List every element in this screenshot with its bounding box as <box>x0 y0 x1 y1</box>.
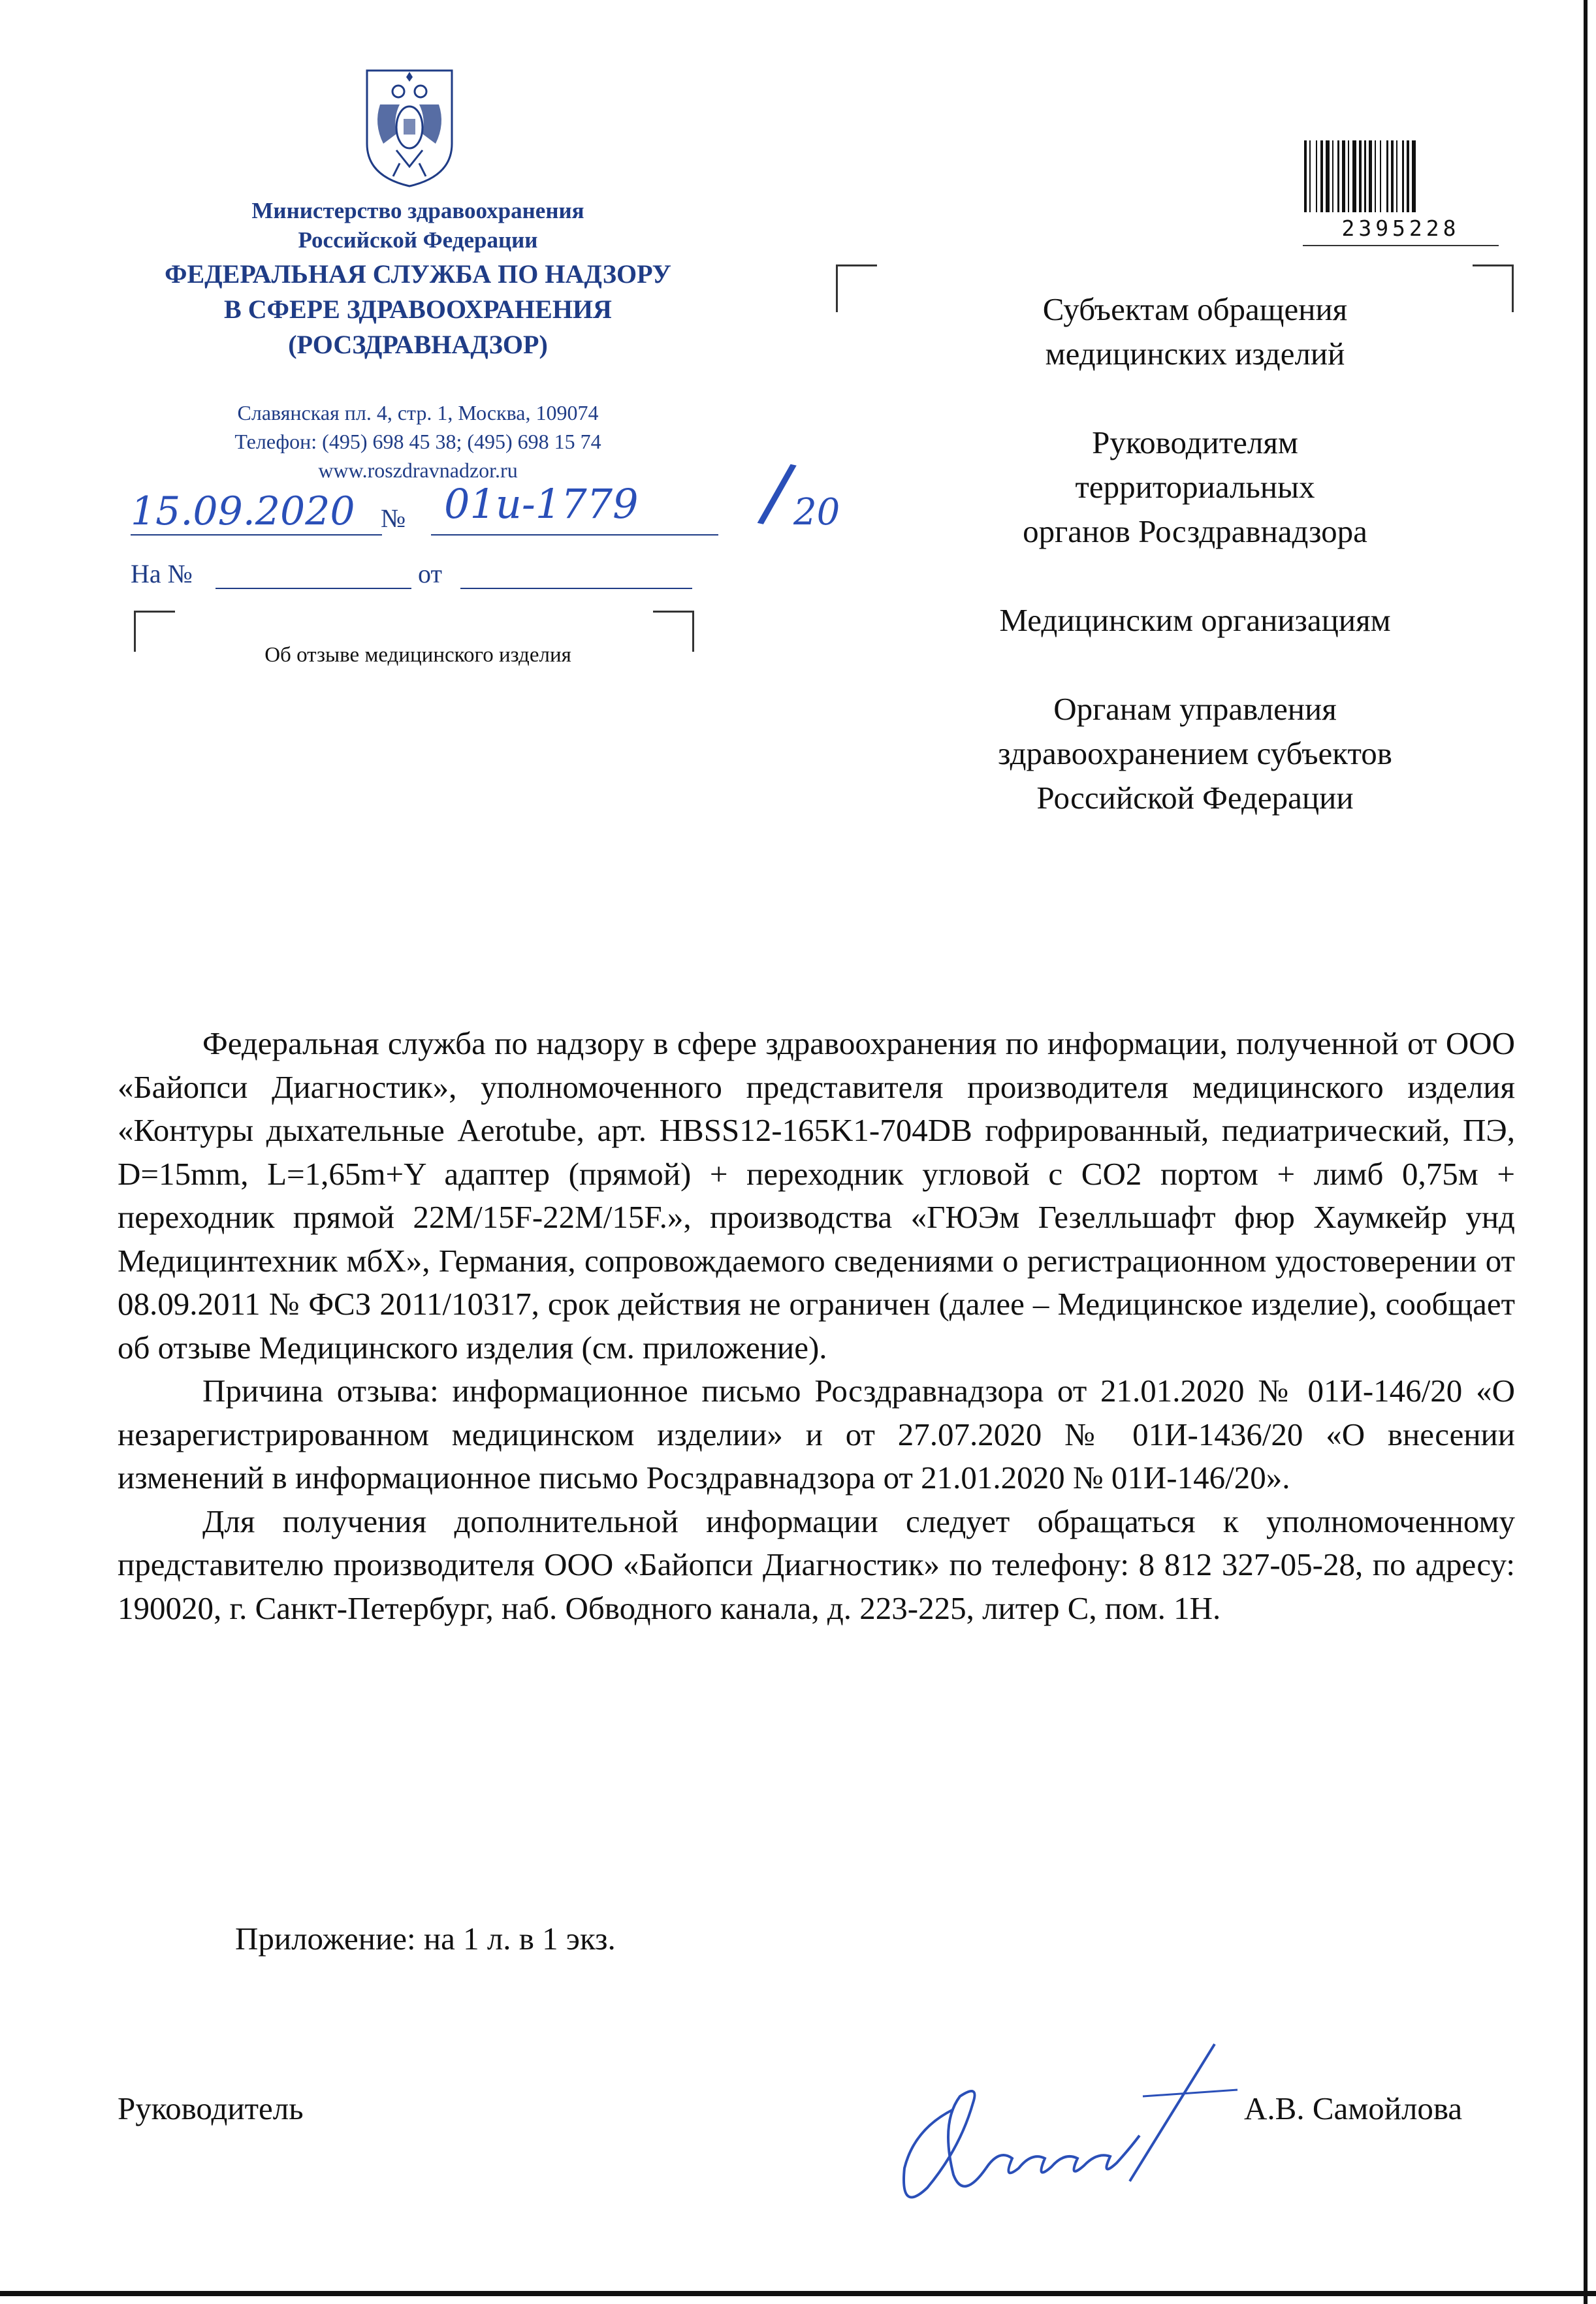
barcode-bar <box>1380 140 1381 212</box>
recipient-line: Субъектам обращения <box>1042 291 1348 327</box>
service-line-2: В СФЕРЕ ЗДРАВООХРАНЕНИЯ <box>224 295 612 324</box>
recipient-line: Российской Федерации <box>1036 780 1354 816</box>
barcode <box>1303 140 1499 212</box>
barcode-bar <box>1332 140 1333 212</box>
body-paragraph-1: Федеральная служба по надзору в сфере здравоохранения по информации, полученной от ООО «Байопси Диагностик», уполномоченного представителя производителя медицинского изделия «Контуры дыхательные Aerotube, арт. HBSS12-165K1-704DB гофрированный, педиатрический, ПЭ, D=15mm, L=1,65m+Y адаптер (прямой) + переходник угловой с СО2 портом + лимб 0,75м + переходник прямой 22М/15F-22M/15F.», производства «ГЮЭм Гезелльшафт фюр Хаумкейр унд Медицинтехник мбХ», Германия, сопровождаемого сведениями о регистрационном удостоверении от 08.09.2011 № ФСЗ 2011/10317, срок действия не ограничен (далее – Медицинское изделие), сообщает об отзыве Медицинского изделия (см. приложение). <box>118 1025 1515 1366</box>
attachment-note: Приложение: на 1 л. в 1 экз. <box>235 1921 616 1957</box>
ministry-name <box>131 196 705 255</box>
barcode-underline <box>1303 245 1499 246</box>
body-paragraph-2: Причина отзыва: информационное письмо Росздравнадзора от 21.01.2020 № 01И-146/20 «О незарегистрированном медицинском изделии» и от 27.07.2020 № 01И-1436/20 «О внесении изменений в информационное письмо Росздравнадзора от 21.01.2020 № 01И-146/20». <box>118 1373 1515 1496</box>
recipient-line: органов Росздравнадзора <box>1023 513 1367 549</box>
recipients-block <box>901 287 1489 865</box>
barcode-bar <box>1407 140 1409 212</box>
barcode-bar <box>1352 140 1356 212</box>
signer-name: А.В. Самойлова <box>1244 2090 1463 2126</box>
coat-of-arms-emblem <box>360 65 458 189</box>
ministry-line-2: Российской Федерации <box>298 227 538 253</box>
contact-info <box>131 398 705 485</box>
reply-to-label: На № <box>131 559 193 588</box>
website: www.roszdravnadzor.ru <box>318 458 518 482</box>
from-label: от <box>418 559 442 588</box>
service-line-1: ФЕДЕРАЛЬНАЯ СЛУЖБА ПО НАДЗОРУ <box>165 259 671 289</box>
barcode-bar <box>1316 140 1317 212</box>
recipient-group <box>901 421 1489 554</box>
date-underline <box>131 534 382 536</box>
barcode-bar <box>1402 140 1404 212</box>
from-underline <box>460 588 692 589</box>
service-name <box>104 257 731 362</box>
handwritten-year-suffix: 20 <box>793 491 840 534</box>
signer-position: Руководитель <box>118 2090 304 2126</box>
barcode-bar <box>1412 140 1416 212</box>
recipient-line: Медицинским организациям <box>999 602 1391 638</box>
ministry-line-1: Министерство здравоохранения <box>251 198 584 223</box>
body-paragraph-3: Для получения дополнительной информации следует обращаться к уполномоченному представителю производителя ООО «Байопси Диагностик» по телефону: 8 812 327-05-28, по адресу: 190020, г. Санкт-Петербург, наб. Обводного канала, д. 223-225, литер С, пом. 1Н. <box>118 1503 1515 1626</box>
number-sign: № <box>381 504 406 533</box>
barcode-bar <box>1326 140 1330 212</box>
letter-body <box>118 1022 1515 1630</box>
handwritten-slash: / <box>754 445 800 540</box>
handwritten-number: 01и-1779 <box>444 480 639 528</box>
barcode-bar <box>1320 140 1323 212</box>
recipient-line: территориальных <box>1075 469 1315 505</box>
barcode-bar <box>1396 140 1397 212</box>
recipient-group <box>901 287 1489 376</box>
recipient-bracket-left <box>836 264 877 312</box>
barcode-bar <box>1386 140 1388 212</box>
subject-line: Об отзыве медицинского изделия <box>264 643 571 667</box>
address: Славянская пл. 4, стр. 1, Москва, 109074 <box>237 401 599 424</box>
reply-to-underline <box>215 588 411 589</box>
barcode-bar <box>1359 140 1362 212</box>
barcode-bar <box>1369 140 1372 212</box>
service-line-3: (РОСЗДРАВНАДЗОР) <box>288 330 548 359</box>
handwritten-signature <box>849 2018 1241 2233</box>
barcode-number: 2395228 <box>1341 216 1460 241</box>
scan-edge-right <box>1584 0 1588 2304</box>
handwritten-date: 15.09.2020 <box>131 488 355 534</box>
barcode-bar <box>1304 140 1307 212</box>
recipient-line: медицинских изделий <box>1045 336 1345 372</box>
barcode-bar <box>1375 140 1376 212</box>
barcode-bar <box>1309 140 1311 212</box>
barcode-bar <box>1364 140 1366 212</box>
scan-edge-bottom <box>0 2291 1596 2296</box>
barcode-bar <box>1337 140 1339 212</box>
number-underline <box>431 534 718 536</box>
barcode-bar <box>1348 140 1349 212</box>
recipient-group <box>901 598 1489 643</box>
barcode-bar <box>1342 140 1345 212</box>
recipient-line: здравоохранением субъектов <box>998 735 1392 771</box>
phone: Телефон: (495) 698 45 38; (495) 698 15 74 <box>234 430 601 453</box>
recipient-group <box>901 687 1489 820</box>
barcode-bar <box>1391 140 1394 212</box>
recipient-line: Органам управления <box>1053 691 1337 727</box>
recipient-line: Руководителям <box>1092 424 1298 460</box>
